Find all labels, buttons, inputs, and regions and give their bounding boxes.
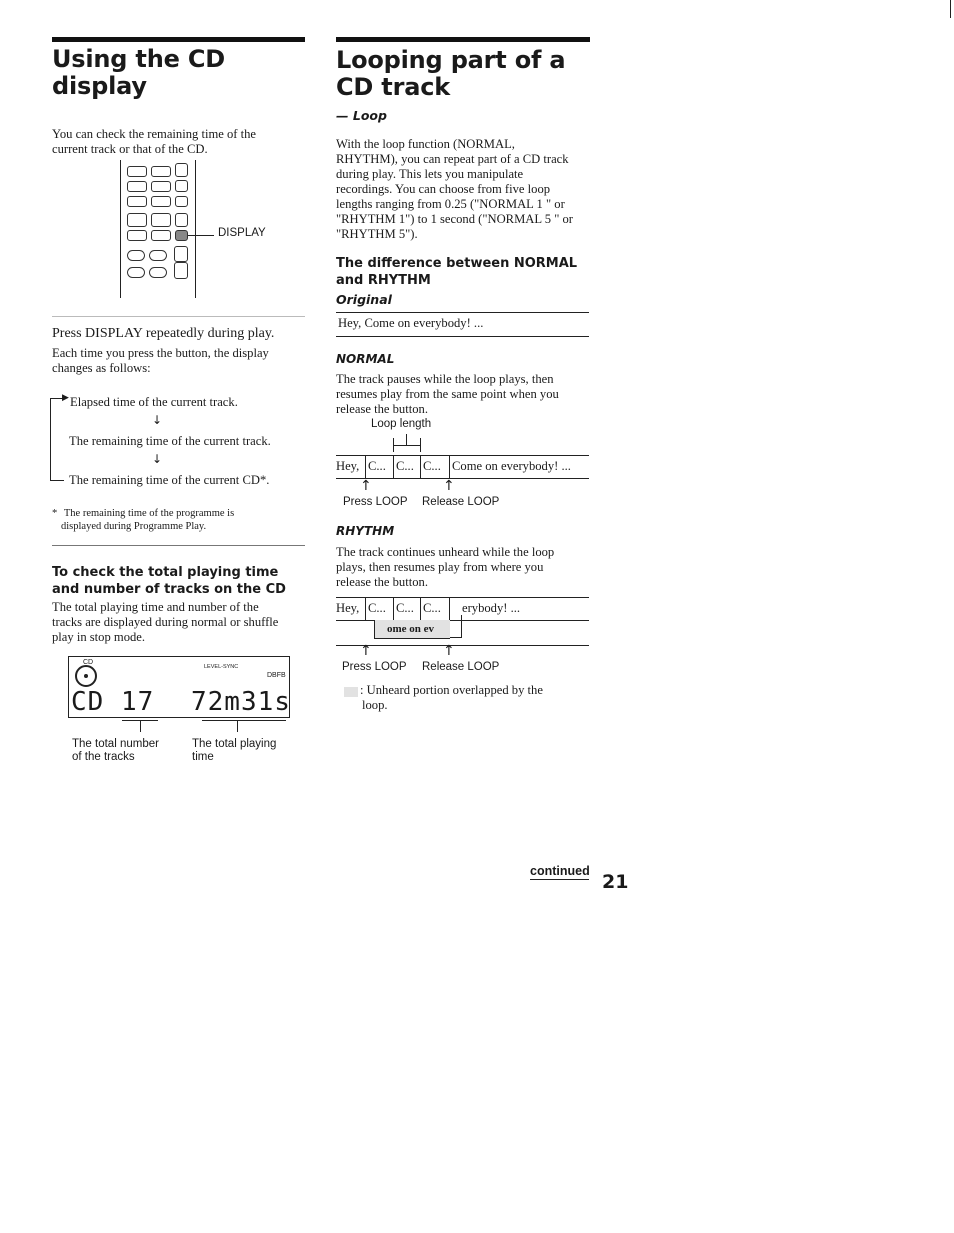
rhythm-label: RHYTHM xyxy=(336,524,395,538)
remote-illustration xyxy=(118,160,318,302)
left-title-line2: display xyxy=(52,72,147,100)
normal-release-arrow: ↑ xyxy=(443,478,455,494)
mode-button[interactable] xyxy=(127,181,147,192)
display-callout-line xyxy=(188,235,214,236)
rhythm-release-loop: Release LOOP xyxy=(422,661,500,673)
cycle-arrowhead: ▶ xyxy=(62,393,69,403)
circle-button-2[interactable] xyxy=(149,267,167,278)
left-title-line1: Using the CD xyxy=(52,45,225,73)
normal-press-arrow: ↑ xyxy=(360,478,372,494)
loop-intro-line6: "RHYTHM 1") to 1 second ("NORMAL 5 " or xyxy=(336,212,573,226)
total-text-line3: play in stop mode. xyxy=(52,630,146,644)
footnote-mark: * xyxy=(52,508,58,519)
loop-intro-line7: "RHYTHM 5"). xyxy=(336,227,418,241)
left-intro-line2: current track or that of the CD. xyxy=(52,142,208,156)
caption-track-count-line1: The total number xyxy=(72,738,159,750)
caption-total-time-line2: time xyxy=(192,751,214,763)
original-bottom-rule xyxy=(336,336,589,337)
rhythm-cell-hey: Hey, xyxy=(336,601,360,615)
cycle-down-arrow-1: ↓ xyxy=(152,413,163,427)
stop-button[interactable] xyxy=(175,163,188,177)
rewind-button[interactable] xyxy=(127,196,147,207)
original-text: Hey, Come on everybody! ... xyxy=(338,316,484,330)
display-button[interactable] xyxy=(175,230,188,241)
dbfb-indicator: DBFB xyxy=(267,672,286,679)
cycle-down-arrow-2: ↓ xyxy=(152,452,163,466)
legend-swatch xyxy=(344,687,358,697)
left-title xyxy=(52,46,225,100)
continued-label: continued xyxy=(530,864,590,878)
rhythm-cell-rest: erybody! ... xyxy=(462,601,521,615)
normal-cell-hey: Hey, xyxy=(336,459,360,473)
rhythm-description xyxy=(336,545,592,590)
key-button-2[interactable] xyxy=(151,213,171,227)
display-cycle-diagram xyxy=(50,392,310,492)
normal-desc-line3: release the button. xyxy=(336,402,428,416)
left-divider-2 xyxy=(52,545,305,546)
original-label: Original xyxy=(336,292,392,307)
right-title-line1: Looping part of a xyxy=(336,46,566,74)
press-display-line: Press DISPLAY repeatedly during play. xyxy=(52,326,275,341)
lcd-bracket-left-stem xyxy=(140,720,141,732)
rhythm-press-loop: Press LOOP xyxy=(342,661,407,673)
cycle-item-3: The remaining time of the current CD*. xyxy=(69,473,270,487)
original-top-rule xyxy=(336,312,589,313)
rhythm-cell-c3: C... xyxy=(423,601,441,615)
loop-intro-line1: With the loop function (NORMAL, xyxy=(336,137,515,151)
normal-cell-c2: C... xyxy=(396,459,414,473)
legend-line2: loop. xyxy=(362,698,388,712)
forward-button[interactable] xyxy=(151,196,171,207)
vol-up-button[interactable] xyxy=(149,250,167,261)
each-time-line1: Each time you press the button, the display xyxy=(52,346,269,360)
normal-press-loop: Press LOOP xyxy=(343,496,408,508)
normal-desc-line2: resumes play from the same point when you xyxy=(336,387,559,401)
normal-desc-line1: The track pauses while the loop plays, then xyxy=(336,372,554,386)
next-track-button[interactable] xyxy=(151,166,171,177)
volume-minus-key[interactable] xyxy=(174,262,188,279)
prev-track-button[interactable] xyxy=(127,166,147,177)
continued-underline xyxy=(530,879,589,880)
right-title-rule xyxy=(336,37,590,42)
caption-track-count xyxy=(72,738,159,764)
minus-button[interactable] xyxy=(127,230,147,241)
circle-button-1[interactable] xyxy=(127,267,145,278)
cd-badge: CD xyxy=(83,659,94,666)
rhythm-desc-line2: plays, then resumes play from where you xyxy=(336,560,544,574)
lcd-total-time: 72m31s xyxy=(191,687,291,717)
footnote-line2: displayed during Programme Play. xyxy=(61,521,207,532)
vol-down-button[interactable] xyxy=(127,250,145,261)
caption-total-time-line1: The total playing xyxy=(192,738,277,750)
difference-heading-line1: The difference between NORMAL xyxy=(336,256,578,271)
difference-heading-line2: and RHYTHM xyxy=(336,273,431,288)
rhythm-cell-c2: C... xyxy=(396,601,414,615)
normal-description xyxy=(336,372,592,417)
left-title-rule xyxy=(52,37,305,42)
page-number: 21 xyxy=(602,871,629,893)
total-subhead-line1: To check the total playing time xyxy=(52,565,279,580)
total-text-line1: The total playing time and number of the xyxy=(52,600,259,614)
total-text xyxy=(52,600,312,645)
cycle-item-1: Elapsed time of the current track. xyxy=(70,395,238,409)
normal-cell-c3: C... xyxy=(423,459,441,473)
right-title-line2: CD track xyxy=(336,73,450,101)
legend-line1: : Unheard portion overlapped by the xyxy=(360,683,543,697)
rhythm-cell-c1: C... xyxy=(368,601,386,615)
lcd-display xyxy=(68,656,290,718)
loop-length-label: Loop length xyxy=(371,418,432,430)
loop-subtitle: — Loop xyxy=(336,108,387,123)
loop-intro xyxy=(336,137,592,242)
page-edge-mark xyxy=(950,0,951,18)
total-subhead xyxy=(52,564,307,598)
loop-intro-line5: lengths ranging from 0.25 ("NORMAL 1 " or xyxy=(336,197,565,211)
legend-text xyxy=(360,683,590,713)
lcd-bracket-right-stem xyxy=(237,720,238,732)
key-button-3[interactable] xyxy=(175,213,188,227)
plus-button[interactable] xyxy=(151,230,171,241)
left-intro-line1: You can check the remaining time of the xyxy=(52,127,257,141)
play-button[interactable] xyxy=(151,181,171,192)
left-divider-1 xyxy=(52,316,305,317)
normal-cell-c1: C... xyxy=(368,459,386,473)
normal-cell-rest: Come on everybody! ... xyxy=(452,459,571,473)
normal-timeline xyxy=(336,455,589,479)
hold-button[interactable] xyxy=(175,196,188,207)
rhythm-desc-line1: The track continues unheard while the loop xyxy=(336,545,555,559)
level-sync-indicator: LEVEL-SYNC xyxy=(204,664,239,670)
loop-length-marker xyxy=(393,434,421,452)
total-text-line2: tracks are displayed during normal or shuffle xyxy=(52,615,279,629)
cycle-item-2: The remaining time of the current track. xyxy=(69,434,271,448)
normal-label: NORMAL xyxy=(336,352,395,366)
cd-disc-icon xyxy=(75,665,97,687)
footnote-line1: The remaining time of the programme is xyxy=(63,508,235,519)
loop-intro-line4: recordings. You can choose from five loop xyxy=(336,182,551,196)
left-intro xyxy=(52,127,302,157)
rhythm-timeline xyxy=(336,597,589,647)
pause-button[interactable] xyxy=(175,180,188,192)
left-footnote xyxy=(52,507,234,533)
display-callout-label: DISPLAY xyxy=(218,227,266,239)
rhythm-desc-line3: release the button. xyxy=(336,575,428,589)
lcd-bracket-right xyxy=(202,720,286,721)
rhythm-release-arrow: ↑ xyxy=(443,643,455,659)
rhythm-press-arrow: ↑ xyxy=(360,643,372,659)
right-title xyxy=(336,47,565,101)
normal-release-loop: Release LOOP xyxy=(422,496,500,508)
difference-heading xyxy=(336,255,592,289)
loop-intro-line3: during play. This lets you manipulate xyxy=(336,167,524,181)
total-subhead-line2: and number of tracks on the CD xyxy=(52,582,286,597)
volume-plus-key[interactable] xyxy=(174,246,188,262)
key-button-1[interactable] xyxy=(127,213,147,227)
caption-track-count-line2: of the tracks xyxy=(72,751,135,763)
lcd-track-count: CD 17 xyxy=(71,687,155,717)
each-time-text xyxy=(52,346,302,376)
rhythm-hidden-text: ome on ev xyxy=(387,623,435,635)
rhythm-hidden-band xyxy=(374,620,450,639)
each-time-line2: changes as follows: xyxy=(52,361,151,375)
loop-intro-line2: RHYTHM), you can repeat part of a CD track xyxy=(336,152,569,166)
caption-total-time xyxy=(192,738,276,764)
